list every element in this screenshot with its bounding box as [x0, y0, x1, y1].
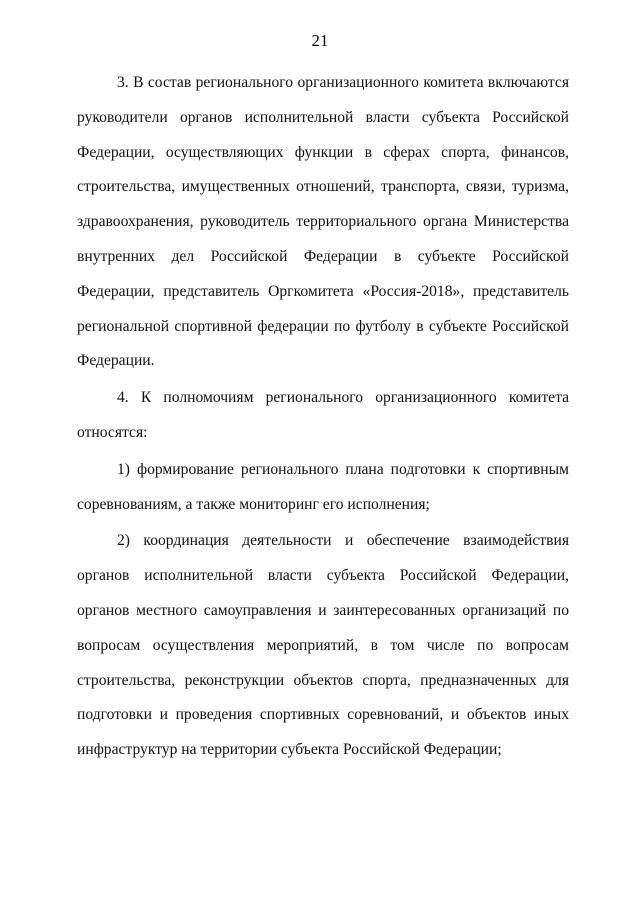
paragraph-power-1-planning: 1) формирование регионального плана подготовки к спортивным соревнованиям, а также мониторинг его исполнения;	[77, 460, 569, 513]
document-body	[77, 66, 569, 770]
paragraph-committee-powers-intro: 4. К полномочиям регионального организационного комитета относятся:	[77, 389, 569, 441]
paragraph-power-2-coordination: 2) координация деятельности и обеспечение взаимодействия органов исполнительной власти субъекта Российской Федерации, органов местного самоуправления и заинтересованных организаций по вопросам осуществления мероприятий, в том числе по вопросам строительства, реконструкции объектов спорта, предназначенных для подготовки и проведения спортивных соревнований, и объектов иных инфраструктур на территории субъекта Российской Федерации;	[77, 532, 569, 759]
page-number: 21	[311, 31, 329, 50]
paragraph-committee-composition: 3. В состав регионального организационного комитета включаются руководители органов исполнительной власти субъекта Российской Федерации, осуществляющих функции в сферах спорта, финансов, строительства, имущественных отношений, транспорта, связи, туризма, здравоохранения, руководитель территориального органа Министерства внутренних дел Российской Федерации в субъекте Российской Федерации, представитель Оргкомитета «Россия-2018», представитель региональной спортивной федерации по футболу в субъекте Российской Федерации.	[77, 74, 569, 370]
